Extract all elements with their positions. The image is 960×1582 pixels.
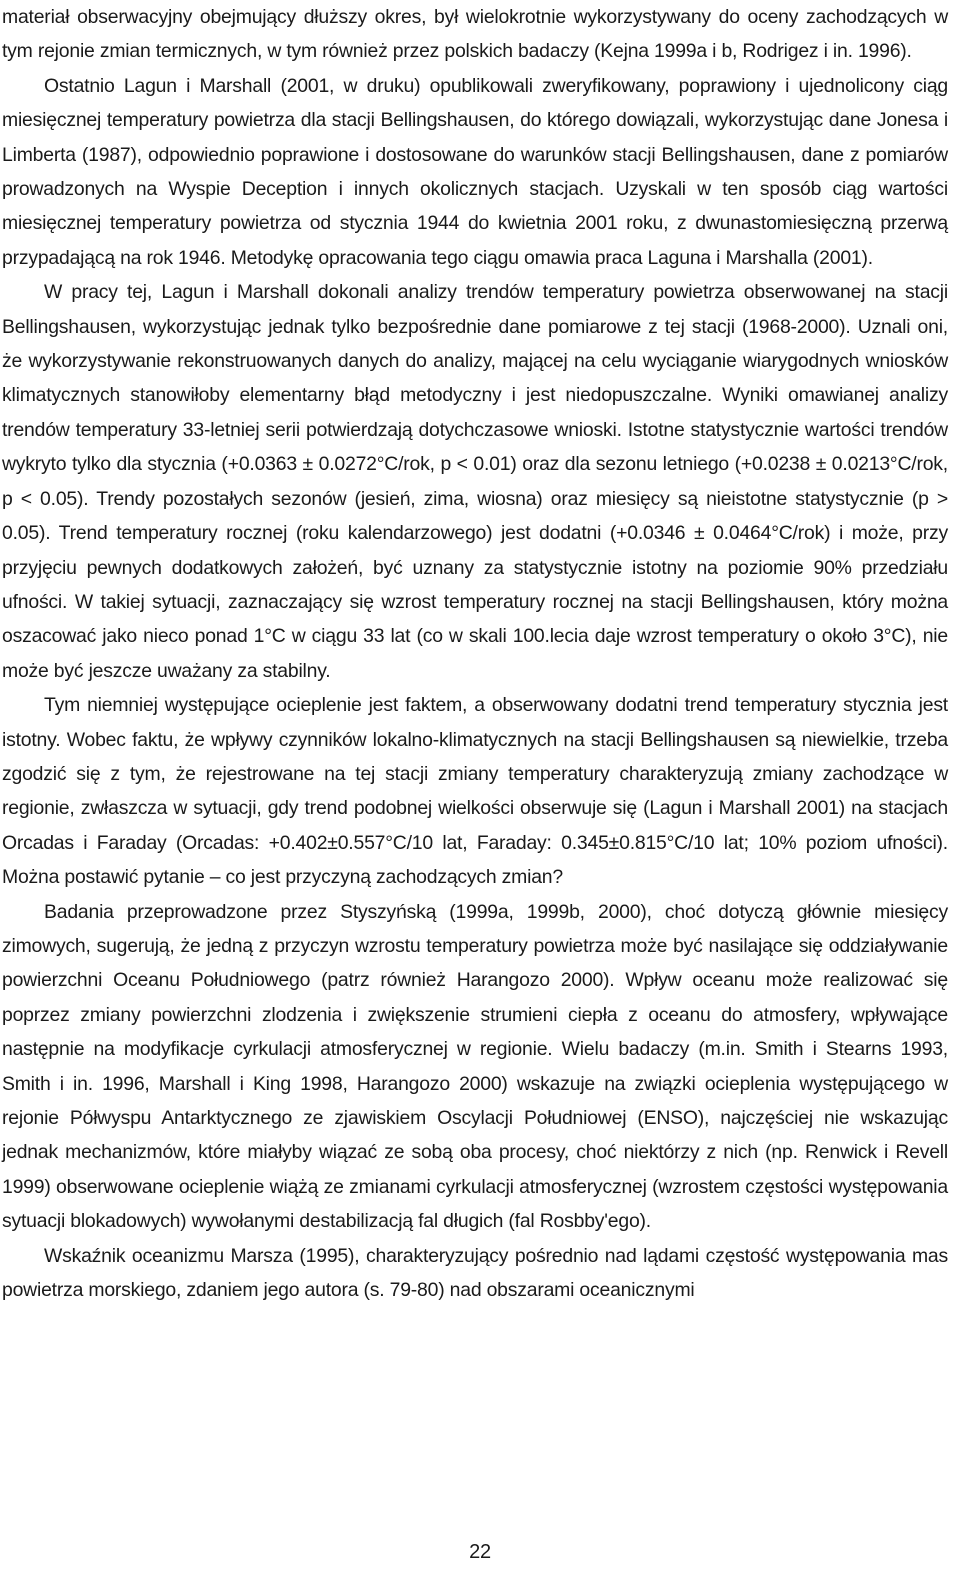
paragraph-5: Badania przeprowadzone przez Styszyńską (1999a, 1999b, 2000), choć dotyczą głównie miesięcy zimowych, sugerują, że jedną z przyczyn wzrostu temperatury powietrza może być nasilające się oddziaływanie powierzchni Oceanu Południowego (patrz również Harangozo 2000). Wpływ oceanu może realizować się poprzez zmiany powierzchni zlodzenia i zwiększenie strumieni ciepła z oceanu do atmosfery, wpływające następnie na modyfikacje cyrkulacji atmosferycznej w regionie. Wielu badaczy (m.in. Smith i Stearns 1993, Smith i in. 1996, Marshall i King 1998, Harangozo 2000) wskazuje na związki ocieplenia występującego w rejonie Półwyspu Antarktycznego ze zjawiskiem Oscylacji Południowej (ENSO), najczęściej nie wskazując jednak mechanizmów, które miałyby wiązać ze sobą oba procesy, choć niektórzy z nich (np. Renwick i Revell 1999) obserwowane ocieplenie wiążą ze zmianami cyrkulacji atmosferycznej (wzrostem częstości występowania sytuacji blokadowych) wywołanymi destabilizacją fal długich (fal Rosbby'ego). [2, 900, 948, 1233]
paragraph-6: Wskaźnik oceanizmu Marsza (1995), charakteryzujący pośrednio nad lądami częstość występowania mas powietrza morskiego, zdaniem jego autora (s. 79-80) nad obszarami oceanicznymi [2, 1244, 948, 1302]
paragraph-1: materiał obserwacyjny obejmujący dłuższy okres, był wielokrotnie wykorzystywany do oceny zachodzących w tym rejonie zmian termicznych, w tym również przez polskich badaczy (Kejna 1999a i b, Rodrigez i in. 1996). [2, 6, 948, 63]
body-text [2, 0, 948, 1307]
page-number: 22 [469, 1541, 491, 1563]
paragraph-3: W pracy tej, Lagun i Marshall dokonali analizy trendów temperatury powietrza obserwowanej na stacji Bellingshausen, wykorzystując jednak tylko bezpośrednie dane pomiarowe z tej stacji (1968-2000). Uznali oni, że wykorzystywanie rekonstruowanych danych do analizy, mającej na celu wyciąganie wiarygodnych wniosków klimatycznych stanowiłoby elementarny błąd metodyczny i jest niedopuszczalne. Wyniki omawianej analizy trendów temperatury 33-letniej serii potwierdzają dotychczasowe wnioski. Istotne statystycznie wartości trendów wykryto tylko dla stycznia (+0.0363 ± 0.0272°C/rok, p < 0.01) oraz dla sezonu letniego (+0.0238 ± 0.0213°C/rok, p < 0.05). Trendy pozostałych sezonów (jesień, zima, wiosna) oraz miesięcy są nieistotne statystycznie (p > 0.05). Trend temperatury rocznej (roku kalendarzowego) jest dodatni (+0.0346 ± 0.0464°C/rok) i może, przy przyjęciu pewnych dodatkowych założeń, być uznany za statystycznie istotny na poziomie 90% przedziału ufności. W takiej sytuacji, zaznaczający się wzrost temperatury rocznej na stacji Bellingshausen, który można oszacować jako nieco ponad 1°C w ciągu 33 lat (co w skali 100.lecia daje wzrost temperatury o około 3°C), nie może być jeszcze uważany za stabilny. [2, 281, 948, 682]
paragraph-4: Tym niemniej występujące ocieplenie jest faktem, a obserwowany dodatni trend temperatury stycznia jest istotny. Wobec faktu, że wpływy czynników lokalno-klimatycznych na stacji Bellingshausen są niewielkie, trzeba zgodzić się z tym, że rejestrowane na tej stacji zmiany temperatury charakteryzują zmiany zachodzące w regionie, zwłaszcza w sytuacji, gdy trend podobnej wielkości obserwuje się (Lagun i Marshall 2001) na stacjach Orcadas i Faraday (Orcadas: +0.402±0.557°C/10 lat, Faraday: 0.345±0.815°C/10 lat; 10% poziom ufności). Można postawić pytanie – co jest przyczyną zachodzących zmian? [2, 694, 948, 889]
paragraph-2: Ostatnio Lagun i Marshall (2001, w druku) opublikowali zweryfikowany, poprawiony i ujednolicony ciąg miesięcznej temperatury powietrza dla stacji Bellingshausen, do którego dowiązali, wykorzystując dane Jonesa i Limberta (1987), odpowiednio poprawione i dostosowane do warunków stacji Bellingshausen, dane z pomiarów prowadzonych na Wyspie Deception i innych okolicznych stacjach. Uzyskali w ten sposób ciąg wartości miesięcznej temperatury powietrza od stycznia 1944 do kwietnia 2001 roku, z dwunastomiesięczną przerwą przypadającą na rok 1946. Metodykę opracowania tego ciągu omawia praca Laguna i Marshalla (2001). [2, 74, 948, 269]
